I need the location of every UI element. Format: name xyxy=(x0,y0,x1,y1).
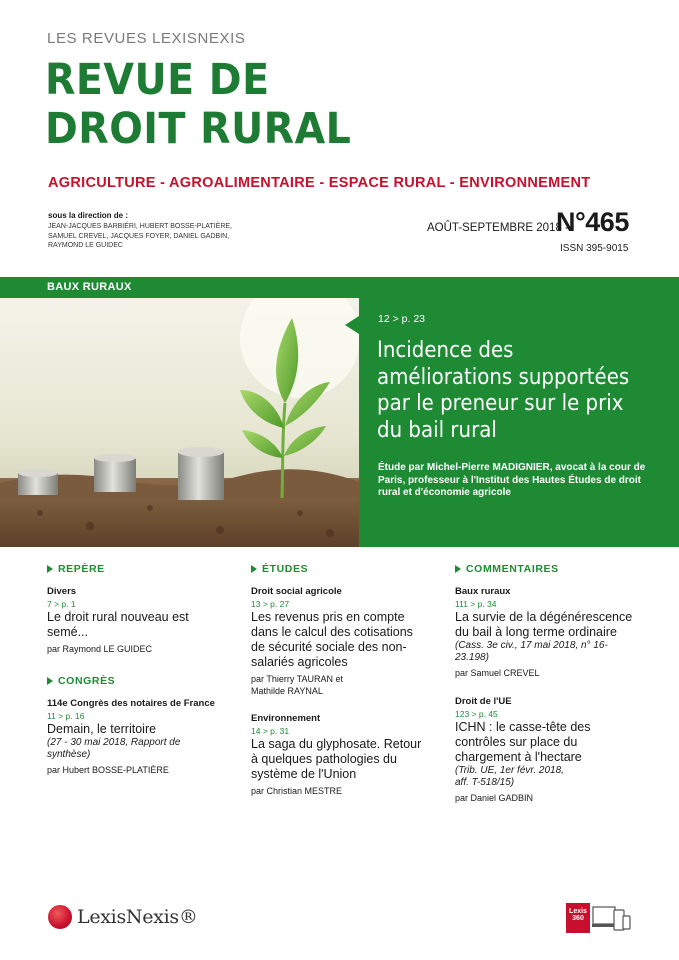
entry-category: Baux ruraux xyxy=(455,586,511,597)
entry-author: par Christian MESTRE xyxy=(251,786,343,796)
column-commentaires xyxy=(455,562,645,804)
journal-title-line2: DROIT RURAL xyxy=(45,104,352,154)
entry-category: Divers xyxy=(47,586,77,597)
lexisnexis-logo-icon xyxy=(48,905,72,929)
lexis360-badge: Lexis 360 xyxy=(566,903,590,933)
section-heading-commentaires xyxy=(455,562,645,576)
entry-page-ref: 111 > p. 34 xyxy=(455,599,497,609)
triangle-bullet-icon xyxy=(47,677,53,685)
feature-title: Incidence des améliorations supportées par le preneur sur le prix du bail rural xyxy=(377,338,630,443)
directors-list: JEAN-JACQUES BARBIÉRI, HUBERT BOSSE-PLATIÈRE, SAMUEL CREVEL, JACQUES FOYER, DANIEL GADBIN, RAYMOND LE GUIDEC xyxy=(48,223,232,249)
entry-page-ref: 13 > p. 27 xyxy=(251,599,290,609)
journal-title-line1: REVUE DE xyxy=(45,55,270,105)
entry-author: par Thierry TAURAN et Mathilde RAYNAL xyxy=(251,674,344,696)
issn: ISSN 395-9015 xyxy=(560,243,629,254)
entry-page-ref: 14 > p. 31 xyxy=(251,726,290,736)
section-heading-label: COMMENTAIRES xyxy=(466,563,559,575)
feature-ref: 12 > p. 23 xyxy=(378,313,425,325)
entry-title: Demain, le territoire xyxy=(47,721,157,736)
section-heading-label: REPÈRE xyxy=(58,563,105,575)
journal-title xyxy=(45,56,351,154)
article-entry xyxy=(251,586,441,697)
entry-category: Droit de l'UE xyxy=(455,695,512,707)
article-entry xyxy=(251,713,441,798)
entry-page-ref: 7 > p. 1 xyxy=(47,599,76,609)
section-heading-etudes xyxy=(251,562,441,576)
section-tab xyxy=(0,277,359,298)
entry-author: par Raymond LE GUIDEC xyxy=(47,644,153,654)
publisher-label: LES REVUES LEXISNEXIS xyxy=(47,30,246,47)
feature-photo xyxy=(0,298,359,547)
journal-subtitle: AGRICULTURE - AGROALIMENTAIRE - ESPACE RURAL - ENVIRONNEMENT xyxy=(48,175,591,191)
column-etudes xyxy=(251,562,441,798)
entry-title: La survie de la dégénérescence du bail à long terme ordinaire xyxy=(455,610,633,639)
entry-title: Le droit rural nouveau est semé... xyxy=(47,610,189,639)
issue-number: N°465 xyxy=(556,207,629,237)
section-heading-congres xyxy=(47,674,237,688)
entry-page-ref: 123 > p. 45 xyxy=(455,708,498,719)
lexisnexis-logo xyxy=(48,905,198,929)
article-entry xyxy=(47,698,237,777)
feature-author: Étude par Michel-Pierre MADIGNIER, avocat à la cour de Paris, professeur à l'Institut des Hautes Études de droit rural et d'économie agricole xyxy=(378,462,646,498)
entry-title: ICHN : le casse-tête des contrôles sur place du chargement à l'hectare xyxy=(455,719,591,764)
entry-note: (Cass. 3e civ., 17 mai 2018, n° 16-23.198) xyxy=(455,640,608,663)
section-heading-label: CONGRÈS xyxy=(58,674,116,687)
article-entry xyxy=(455,586,645,680)
entry-title: Les revenus pris en compte dans le calcul des cotisations de sécurité sociale des non-salariés agricoles xyxy=(251,610,413,669)
section-tab-label: BAUX RURAUX xyxy=(47,281,132,293)
entry-page-ref: 11 > p. 16 xyxy=(47,710,85,721)
triangle-bullet-icon xyxy=(47,565,53,573)
entry-category: Environnement xyxy=(251,713,321,724)
article-entry xyxy=(47,586,237,656)
pointer-arrow-icon xyxy=(345,316,359,334)
issue-date: AOÛT-SEPTEMBRE 2018 - xyxy=(427,222,569,234)
entry-category: 114e Congrès des notaires de France xyxy=(47,697,215,709)
triangle-bullet-icon xyxy=(251,565,257,573)
entry-note: (Trib. UE, 1er févr. 2018, aff. T-518/15) xyxy=(455,764,564,788)
lexisnexis-logo-text: LexisNexis® xyxy=(77,906,198,928)
entry-author: par Daniel GADBIN xyxy=(455,792,534,803)
section-heading-label: ÉTUDES xyxy=(262,563,309,575)
entry-category: Droit social agricole xyxy=(251,586,342,597)
entry-author: par Hubert BOSSE-PLATIÈRE xyxy=(47,764,169,775)
entry-note: (27 - 30 mai 2018, Rapport de synthèse) xyxy=(47,736,181,760)
article-entry xyxy=(455,696,645,805)
entry-title: La saga du glyphosate. Retour à quelques pathologies du système de l'Union xyxy=(251,737,422,781)
triangle-bullet-icon xyxy=(455,565,461,573)
entry-author: par Samuel CREVEL xyxy=(455,668,540,678)
direction-label: sous la direction de : xyxy=(48,211,129,220)
devices-icon xyxy=(592,904,632,939)
column-repere-congres xyxy=(47,562,237,776)
section-heading-repere xyxy=(47,562,237,576)
